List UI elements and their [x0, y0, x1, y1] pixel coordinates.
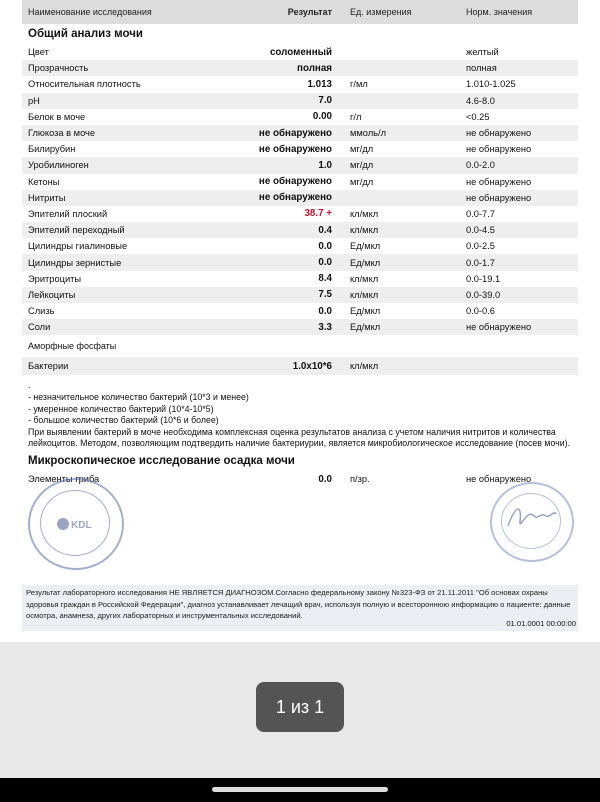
row-unit: Ед/мкл [350, 241, 381, 252]
row-ref: 4.6-8.0 [466, 95, 495, 106]
stamp-left [28, 478, 124, 570]
table-row [22, 271, 578, 287]
table-row [22, 287, 578, 303]
row-result: 0.4 [318, 224, 332, 236]
header-ref: Норм. значения [466, 7, 533, 17]
table-row [22, 303, 578, 319]
row-unit: кл/мкл [350, 225, 379, 236]
row-result: 0.0 [318, 257, 332, 269]
row-ref: <0.25 [466, 111, 490, 122]
row-ref: 0.0-7.7 [466, 208, 495, 219]
table-row [22, 174, 578, 190]
row-name: Глюкоза в моче [28, 128, 96, 139]
row-unit: кл/мкл [350, 289, 379, 300]
table-row [22, 93, 578, 109]
row-name: Бактерии [28, 361, 69, 372]
table-row [22, 190, 578, 206]
kdl-logo-icon [56, 514, 92, 534]
row-ref: не обнаружено [466, 474, 532, 485]
row-ref: 0.0-2.5 [466, 241, 495, 252]
row-name: Билирубин [28, 144, 76, 155]
row-ref: 0.0-4.5 [466, 225, 495, 236]
urinalysis-rows [22, 44, 578, 335]
row-unit: мг/дл [350, 176, 374, 187]
disclaimer-text: Результат лабораторного исследования НЕ ЯВЛЯЕТСЯ ДИАГНОЗОМ.Согласно федеральному закону №323-ФЗ от 21.11.2011 "Об основах охраны здоровья граждан в Российской Федерации", диагноз устанавливает лечащий врач, используя полную и всестороннюю информацию о пациенте: данные осмотра, анамнеза, других лабораторных и инструментальных исследований. [22, 585, 578, 631]
header-name: Наименование исследования [28, 7, 152, 17]
svg-text:KDL: KDL [71, 520, 92, 531]
row-ref: полная [466, 63, 497, 74]
row-name: Относительная плотность [28, 79, 141, 90]
row-result: 0.0 [318, 473, 332, 485]
row-result: не обнаружено [258, 192, 332, 204]
row-name: pH [28, 95, 40, 106]
row-name: Кетоны [28, 176, 60, 187]
row-name: Цилиндры зернистые [28, 257, 122, 268]
row-ref: 0.0-0.6 [466, 306, 495, 317]
microscopy-rows [22, 471, 578, 487]
home-handle[interactable] [212, 787, 388, 792]
table-header [22, 0, 578, 24]
row-unit: Ед/мкл [350, 322, 381, 333]
row-unit: мг/дл [350, 144, 374, 155]
row-name: Цилиндры гиалиновые [28, 241, 128, 252]
report-datetime: 01.01.0001 00:00:00 [506, 619, 576, 628]
row-ref: 0.0-19.1 [466, 273, 501, 284]
note-line: . [28, 380, 31, 391]
table-row [22, 206, 578, 222]
bacteria-row [22, 357, 578, 375]
row-unit: ммоль/л [350, 128, 387, 139]
table-row [22, 222, 578, 238]
table-row [22, 76, 578, 92]
table-row [22, 254, 578, 270]
row-name: Соли [28, 322, 51, 333]
row-result: 7.0 [318, 95, 332, 107]
row-name: Нитриты [28, 192, 66, 203]
row-result: 1.013 [307, 78, 332, 90]
lab-report-page [22, 0, 578, 487]
row-unit: кл/мкл [350, 361, 379, 372]
row-name: Эритроциты [28, 273, 82, 284]
note-line: При выявлении бактерий в моче необходима комплексная оценка результатов анализа с учетом наличия нитритов и количества лейкоцитов. Методом, позволяющим подтвердить наличие бактериурии, является микробиологическое исследование (посев мочи). [28, 426, 571, 449]
row-name: Уробилиноген [28, 160, 89, 171]
table-row [22, 125, 578, 141]
note-line: - большое количество бактерий (10*6 и более) [28, 415, 219, 426]
row-result: 8.4 [318, 273, 332, 285]
row-ref: не обнаружено [466, 144, 532, 155]
page-indicator: 1 из 1 [256, 682, 344, 732]
note-line: - незначительное количество бактерий (10*3 и менее) [28, 391, 249, 402]
table-row [22, 141, 578, 157]
section-title-urinalysis: Общий анализ мочи [28, 28, 143, 40]
stamp-right [490, 482, 574, 562]
row-name: Эпителий плоский [28, 208, 108, 219]
row-unit: п/зр. [350, 474, 370, 485]
row-name: Лейкоциты [28, 289, 76, 300]
row-result: 0.0 [318, 305, 332, 317]
row-result: 3.3 [318, 321, 332, 333]
row-result: 38.7 + [304, 208, 332, 220]
table-row [22, 319, 578, 335]
note-line: - умеренное количество бактерий (10*4-10*5) [28, 403, 214, 414]
table-row [22, 60, 578, 76]
header-unit: Ед. измерения [350, 7, 412, 17]
row-name: Элементы гриба [28, 474, 100, 485]
row-name: Цвет [28, 47, 49, 58]
row-name: Прозрачность [28, 63, 89, 74]
row-result: не обнаружено [258, 143, 332, 155]
row-ref: 0.0-1.7 [466, 257, 495, 268]
section-title-microscopy: Микроскопическое исследование осадка мочи [28, 454, 295, 467]
row-result: 7.5 [318, 289, 332, 301]
row-result: 1.0x10*6 [292, 360, 332, 372]
row-unit: Ед/мкл [350, 257, 381, 268]
row-name: Слизь [28, 306, 55, 317]
row-result: 0.00 [312, 111, 332, 123]
row-unit: Ед/мкл [350, 306, 381, 317]
row-unit: г/мл [350, 79, 368, 90]
row-ref: желтый [466, 47, 499, 58]
salts-note: Аморфные фосфаты [28, 341, 117, 352]
table-row [22, 471, 578, 487]
table-row [22, 238, 578, 254]
row-result: полная [297, 62, 332, 74]
row-unit: кл/мкл [350, 273, 379, 284]
row-ref: 0.0-2.0 [466, 160, 495, 171]
row-result: 1.0 [318, 159, 332, 171]
row-result: не обнаружено [258, 176, 332, 188]
table-row [22, 157, 578, 173]
row-name: Эпителий переходный [28, 225, 125, 236]
table-row [22, 109, 578, 125]
row-unit: кл/мкл [350, 208, 379, 219]
table-row [22, 44, 578, 60]
row-name: Белок в моче [28, 111, 86, 122]
bacteria-notes [22, 380, 578, 450]
row-ref: не обнаружено [466, 322, 532, 333]
row-ref: 0.0-39.0 [466, 289, 501, 300]
row-ref: не обнаружено [466, 192, 532, 203]
header-result: Результат [287, 7, 332, 17]
row-result: не обнаружено [258, 127, 332, 139]
row-ref: не обнаружено [466, 128, 532, 139]
row-unit: мг/дл [350, 160, 374, 171]
signature-icon [500, 498, 560, 538]
row-result: соломенный [269, 46, 332, 58]
row-result: 0.0 [318, 240, 332, 252]
row-unit: г/л [350, 111, 362, 122]
row-ref: не обнаружено [466, 176, 532, 187]
row-ref: 1.010-1.025 [466, 79, 516, 90]
